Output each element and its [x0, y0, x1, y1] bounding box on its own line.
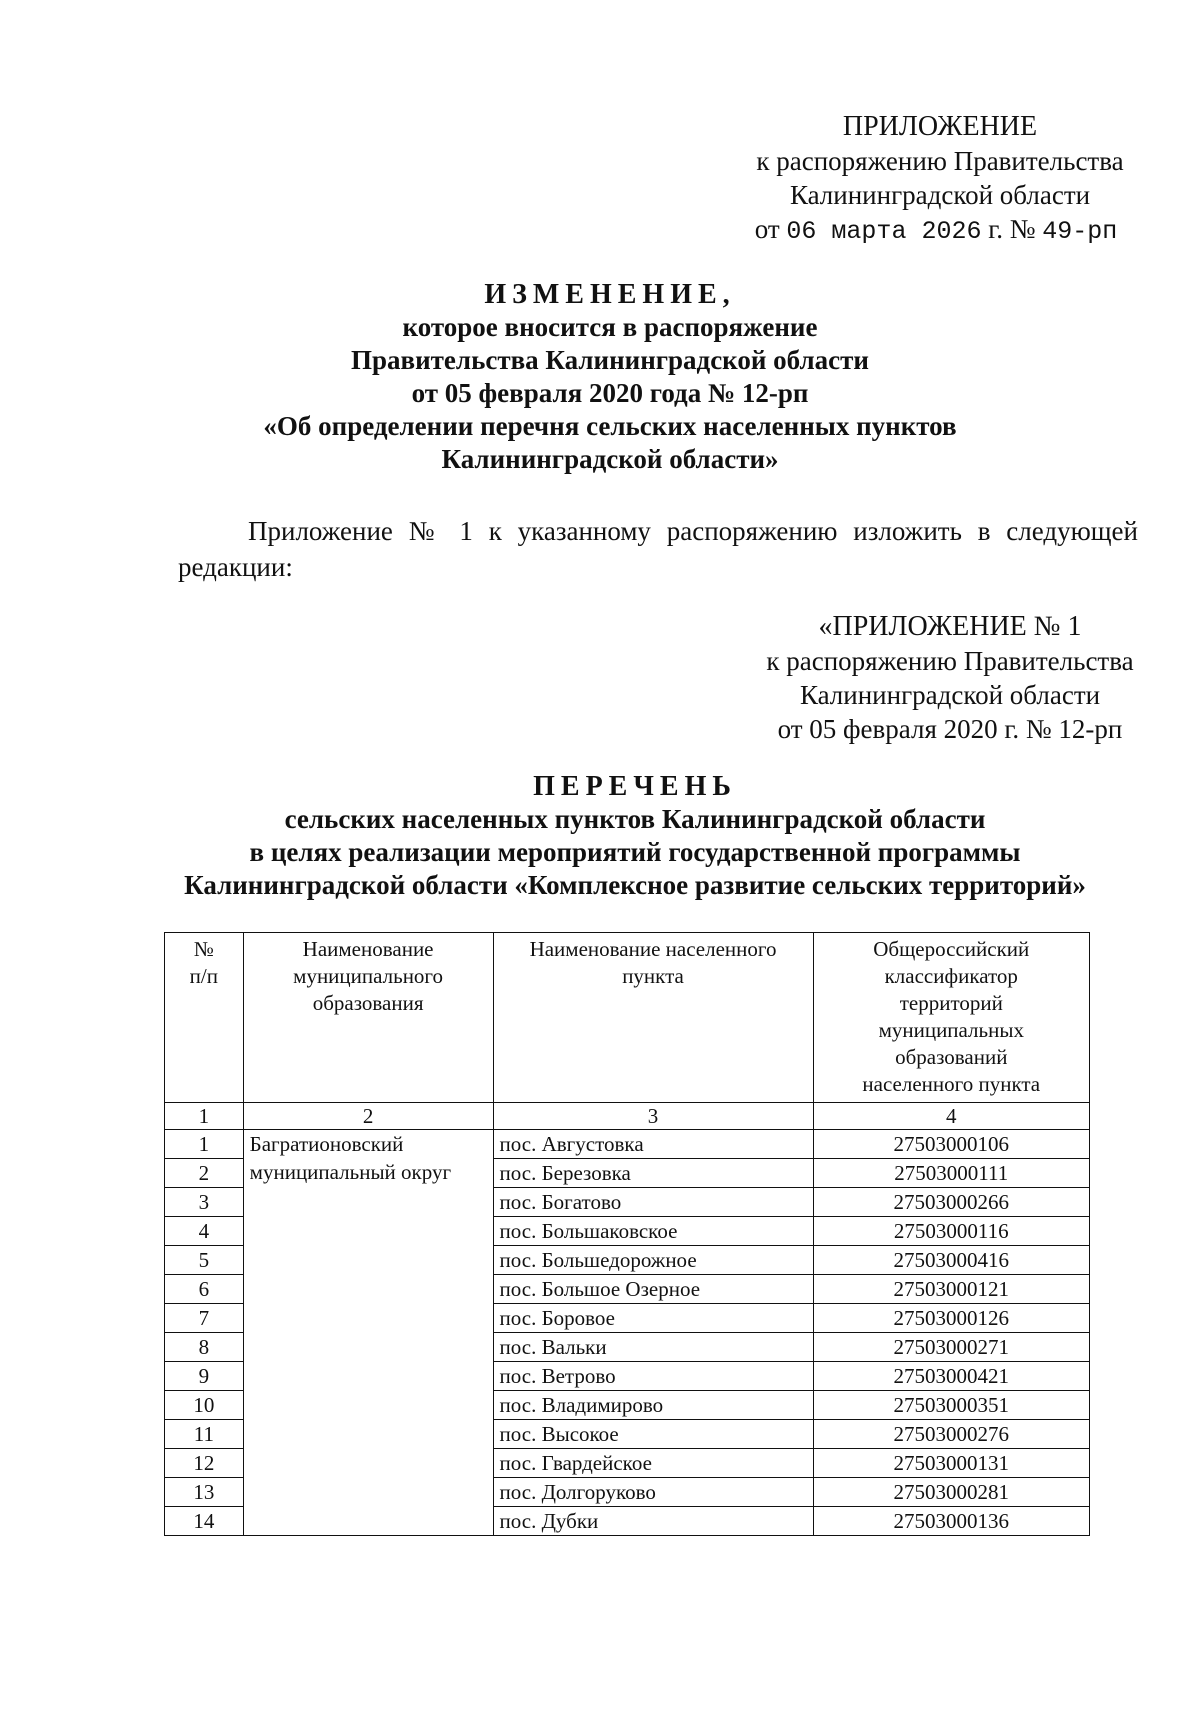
row-number: 5	[165, 1246, 244, 1275]
row-number: 9	[165, 1362, 244, 1391]
row-number: 3	[165, 1188, 244, 1217]
annex1-stamp	[740, 610, 1160, 746]
header-code-f: населенного пункта	[862, 1072, 1041, 1096]
appendix-date-prefix: от	[754, 214, 780, 244]
change-line4: «Об определении перечня сельских населенных пунктов	[263, 411, 957, 441]
oktmo-code: 27503000266	[813, 1188, 1089, 1217]
oktmo-code: 27503000126	[813, 1304, 1089, 1333]
appendix-line2: Калининградской области	[789, 180, 1091, 210]
appendix-date-line	[722, 212, 1150, 249]
settlement-name: пос. Владимирово	[493, 1391, 813, 1420]
appendix-line1: к распоряжению Правительства	[756, 146, 1124, 176]
header-mun-b: муниципального	[293, 964, 444, 988]
settlement-name: пос. Дубки	[493, 1507, 813, 1536]
settlement-name: пос. Боровое	[493, 1304, 813, 1333]
change-title: ИЗМЕНЕНИЕ,	[484, 279, 736, 310]
settlements-table	[164, 932, 1090, 1536]
municipality-cell	[243, 1130, 493, 1536]
oktmo-code: 27503000351	[813, 1391, 1089, 1420]
change-line5: Калининградской области»	[441, 444, 779, 474]
oktmo-code: 27503000416	[813, 1246, 1089, 1275]
appendix-title: ПРИЛОЖЕНИЕ	[842, 111, 1038, 142]
header-code-d: муниципальных	[878, 1018, 1024, 1042]
header-mun-a: Наименование	[302, 937, 434, 961]
row-number: 11	[165, 1420, 244, 1449]
row-number: 12	[165, 1449, 244, 1478]
header-code-e: образований	[895, 1045, 1008, 1069]
header-num-b: п/п	[189, 964, 218, 988]
oktmo-code: 27503000131	[813, 1449, 1089, 1478]
appendix-number-value: 49-рп	[1042, 217, 1118, 246]
oktmo-code: 27503000106	[813, 1130, 1089, 1159]
column-number: 1	[165, 1103, 244, 1130]
column-number: 2	[243, 1103, 493, 1130]
change-line2: Правительства Калининградской области	[351, 345, 869, 375]
header-mun-c: образования	[312, 991, 424, 1015]
header-code-b: классификатор	[884, 964, 1018, 988]
column-number-row	[165, 1103, 1090, 1130]
row-number: 8	[165, 1333, 244, 1362]
row-number: 1	[165, 1130, 244, 1159]
row-number: 10	[165, 1391, 244, 1420]
oktmo-code: 27503000276	[813, 1420, 1089, 1449]
header-name-b: пункта	[622, 964, 684, 988]
annex1-line1: к распоряжению Правительства	[766, 646, 1134, 676]
municipality-name-a: Багратионовский	[249, 1132, 404, 1156]
oktmo-code: 27503000271	[813, 1333, 1089, 1362]
oktmo-code: 27503000136	[813, 1507, 1089, 1536]
appendix-stamp	[730, 110, 1150, 249]
column-number: 3	[493, 1103, 813, 1130]
header-code-c: территорий	[899, 991, 1003, 1015]
header-num-a: №	[193, 937, 214, 961]
change-heading	[180, 278, 1040, 476]
appendix-date-value: 06 марта 2026	[786, 217, 982, 246]
list-line1: сельских населенных пунктов Калининградской области	[284, 804, 986, 834]
header-settlement	[493, 933, 813, 1103]
oktmo-code: 27503000116	[813, 1217, 1089, 1246]
table-header-row	[165, 933, 1090, 1103]
oktmo-code: 27503000121	[813, 1275, 1089, 1304]
annex1-line3: от 05 февраля 2020 г. № 12-рп	[777, 714, 1123, 744]
settlement-name: пос. Богатово	[493, 1188, 813, 1217]
oktmo-code: 27503000421	[813, 1362, 1089, 1391]
settlement-name: пос. Высокое	[493, 1420, 813, 1449]
settlement-name: пос. Долгоруково	[493, 1478, 813, 1507]
header-municipality	[243, 933, 493, 1103]
settlement-name: пос. Березовка	[493, 1159, 813, 1188]
list-title: ПЕРЕЧЕНЬ	[533, 771, 737, 802]
header-num	[165, 933, 244, 1103]
annex1-title: «ПРИЛОЖЕНИЕ № 1	[818, 611, 1082, 642]
list-line2: в целях реализации мероприятий государственной программы	[249, 837, 1021, 867]
settlement-name: пос. Большаковское	[493, 1217, 813, 1246]
settlement-name: пос. Вальки	[493, 1333, 813, 1362]
row-number: 13	[165, 1478, 244, 1507]
settlement-name: пос. Большое Озерное	[493, 1275, 813, 1304]
change-line1: которое вносится в распоряжение	[402, 312, 818, 342]
oktmo-code: 27503000281	[813, 1478, 1089, 1507]
row-number: 7	[165, 1304, 244, 1333]
list-line3: Калининградской области «Комплексное развитие сельских территорий»	[184, 870, 1086, 900]
annex1-line2: Калининградской области	[799, 680, 1101, 710]
oktmo-code: 27503000111	[813, 1159, 1089, 1188]
row-number: 2	[165, 1159, 244, 1188]
list-heading	[160, 770, 1110, 902]
header-code-a: Общероссийский	[873, 937, 1030, 961]
municipality-name-b: муниципальный округ	[249, 1160, 452, 1184]
row-number: 6	[165, 1275, 244, 1304]
settlement-name: пос. Большедорожное	[493, 1246, 813, 1275]
settlement-name: пос. Ветрово	[493, 1362, 813, 1391]
row-number: 4	[165, 1217, 244, 1246]
appendix-date-mid: г. №	[988, 214, 1036, 244]
change-line3: от 05 февраля 2020 года № 12-рп	[411, 378, 809, 408]
header-code	[813, 933, 1089, 1103]
table-row	[165, 1130, 1090, 1159]
settlement-name: пос. Гвардейское	[493, 1449, 813, 1478]
header-name-a: Наименование населенного	[529, 937, 777, 961]
row-number: 14	[165, 1507, 244, 1536]
intro-paragraph: Приложение № 1 к указанному распоряжению изложить в следующей редакции:	[178, 516, 1138, 582]
column-number: 4	[813, 1103, 1089, 1130]
settlement-name: пос. Августовка	[493, 1130, 813, 1159]
